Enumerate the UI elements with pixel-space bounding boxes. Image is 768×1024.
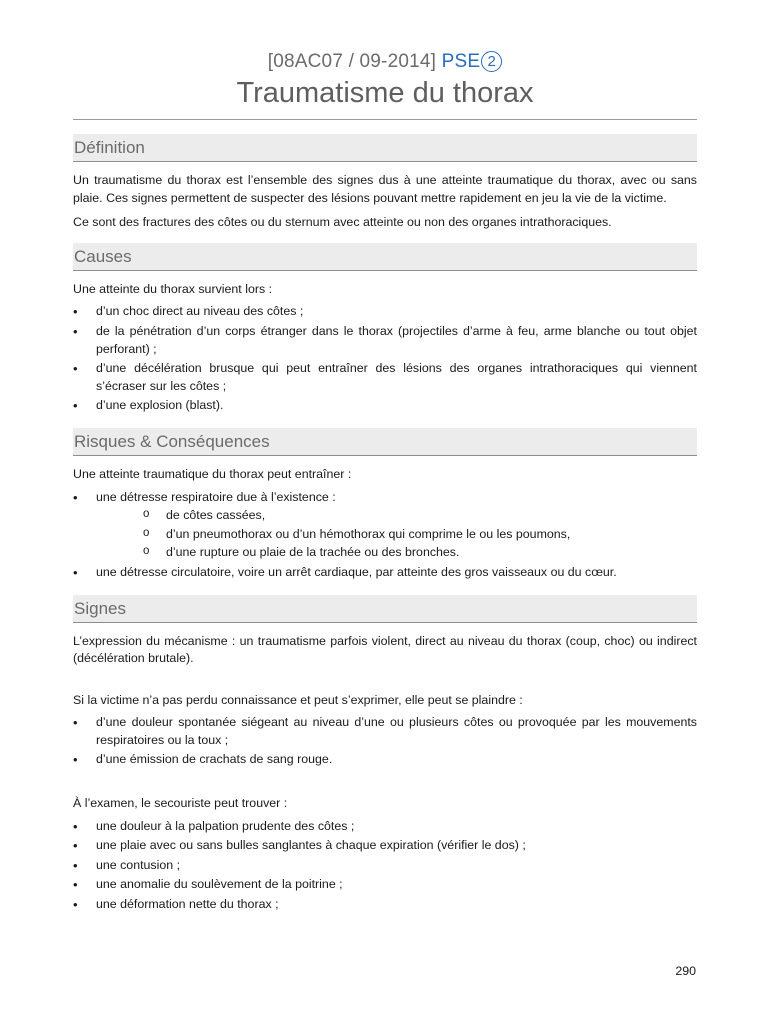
signs-paragraph: L’expression du mécanisme : un traumatisme parfois violent, direct au niveau du thorax (coup, choc) ou indirect (décélération brutale). — [73, 633, 697, 666]
list-item: • une contusion ; — [73, 857, 697, 875]
list-item: • une anomalie du soulèvement de la poitrine ; — [73, 876, 697, 894]
signs-paragraph: Si la victime n’a pas perdu connaissance et peut s’exprimer, elle peut se plaindre : — [73, 692, 523, 707]
section-heading-definition: Définition — [73, 134, 697, 162]
list-item: • d’une douleur spontanée siégeant au niveau d’une ou plusieurs côtes ou provoquée par les mouvements respiratoires ou la toux ; — [73, 714, 697, 749]
section-heading-causes: Causes — [73, 243, 697, 271]
reference-code: [08AC07 / 09-2014] — [267, 51, 437, 72]
complaints-list — [73, 714, 697, 769]
pse-label: PSE — [441, 51, 481, 72]
signs-paragraph: À l’examen, le secouriste peut trouver : — [73, 796, 288, 811]
causes-list — [73, 303, 697, 415]
section-heading-signs: Signes — [73, 595, 697, 623]
list-item: • d’un choc direct au niveau des côtes ; — [73, 303, 697, 321]
list-item: • une douleur à la palpation prudente des côtes ; — [73, 818, 697, 836]
findings-list — [73, 818, 697, 914]
sub-list-item: o d’un pneumothorax ou d’un hémothorax qui comprime le ou les poumons, — [96, 526, 697, 544]
list-item: • d’une émission de crachats de sang rouge. — [73, 751, 697, 769]
sub-list-item: o d’une rupture ou plaie de la trachée ou des bronches. — [96, 544, 697, 562]
risks-list — [73, 489, 697, 582]
document-reference — [73, 48, 697, 76]
sub-list-item: o de côtes cassées, — [96, 507, 697, 525]
list-item: • une détresse circulatoire, voire un arrêt cardiaque, par atteinte des gros vaisseaux ou du cœur. — [73, 564, 697, 582]
page-header — [73, 48, 697, 112]
sub-list — [96, 507, 697, 562]
pse-level-badge: 2 — [481, 51, 502, 72]
risks-intro: Une atteinte traumatique du thorax peut entraîner : — [73, 466, 352, 481]
list-item: • d’une explosion (blast). — [73, 397, 697, 415]
title-divider — [73, 119, 697, 120]
document-body — [73, 134, 697, 916]
list-item: • une déformation nette du thorax ; — [73, 896, 697, 914]
definition-paragraph: Ce sont des fractures des côtes ou du sternum avec atteinte ou non des organes intrathoraciques. — [73, 215, 612, 230]
section-heading-risks: Risques & Conséquences — [73, 428, 697, 456]
page-title: Traumatisme du thorax — [236, 77, 534, 109]
list-item-text: une détresse respiratoire due à l’existence : — [96, 489, 336, 504]
list-item — [73, 489, 697, 562]
list-item: • d’une décélération brusque qui peut entraîner des lésions des organes intrathoraciques qui viennent s’écraser sur les côtes ; — [73, 360, 697, 395]
page-number: 290 — [675, 964, 696, 978]
causes-intro: Une atteinte du thorax survient lors : — [73, 281, 273, 296]
definition-paragraph: Un traumatisme du thorax est l’ensemble des signes dus à une atteinte traumatique du thorax, avec ou sans plaie. Ces signes permettent de suspecter des lésions pouvant mettre rapidement en jeu la vie de la victime. — [73, 173, 697, 205]
list-item: • une plaie avec ou sans bulles sanglantes à chaque expiration (vérifier le dos) ; — [73, 837, 697, 855]
list-item: • de la pénétration d’un corps étranger dans le thorax (projectiles d’arme à feu, arme blanche ou tout objet perforant) ; — [73, 323, 697, 358]
